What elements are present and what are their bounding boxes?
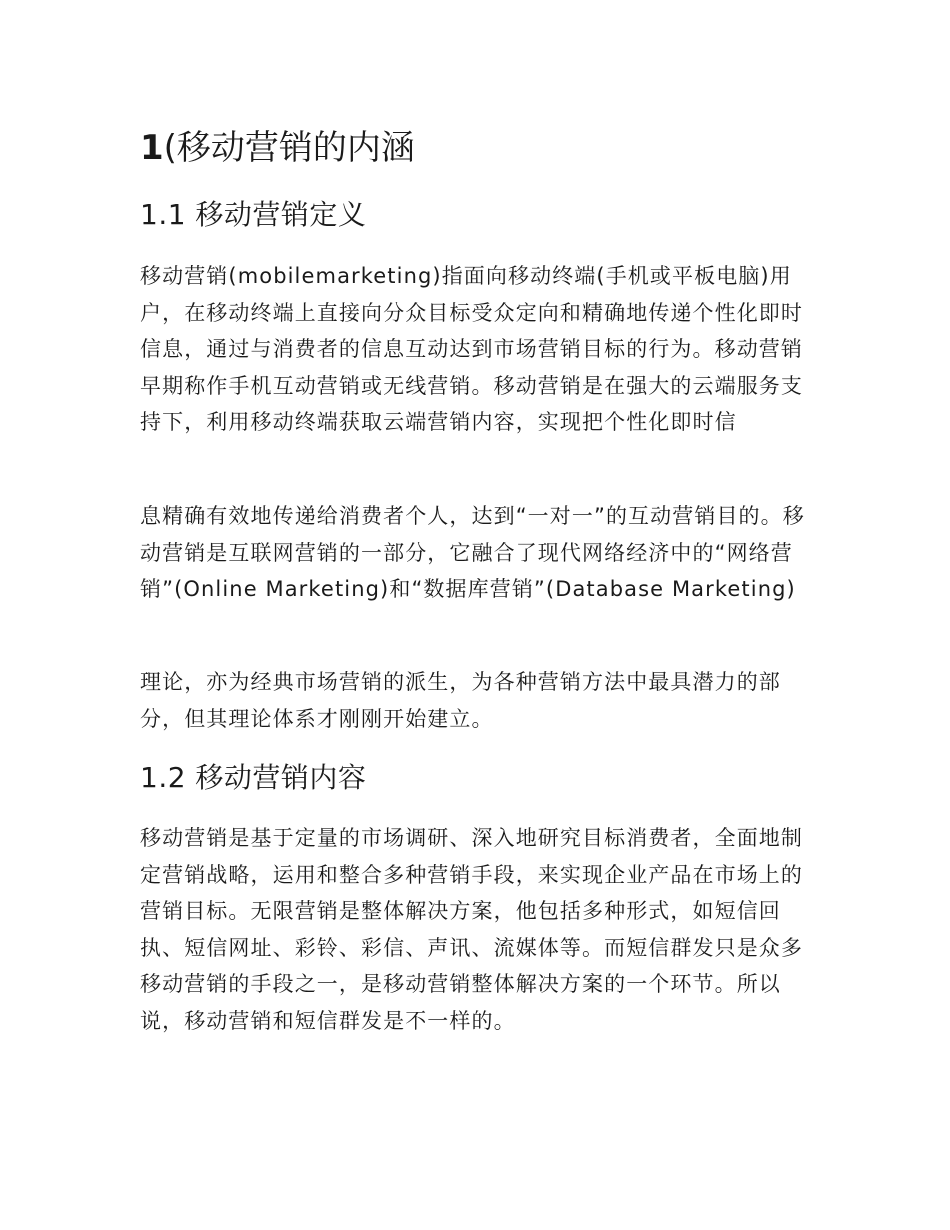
paragraph-1-1-c: 理论，亦为经典市场营销的派生，为各种营销方法中最具潜力的部分，但其理论体系才刚刚开始建立。	[140, 670, 781, 731]
title-number: 1	[140, 128, 164, 168]
paragraph-1-2-a: 移动营销是基于定量的市场调研、深入地研究目标消费者，全面地制定营销战略，运用和整合多种营销手段，来实现企业产品在市场上的营销目标。无限营销是整体解决方案，他包括多种形式，如短信回执、短信网址、彩铃、彩信、声讯、流媒体等。而短信群发只是众多移动营销的手段之一，是移动营销整体解决方案的一个环节。所以说，移动营销和短信群发是不一样的。	[140, 826, 803, 1033]
section-heading-1-1: 1.1 移动营销定义	[140, 198, 367, 231]
paragraph-1-1-a: 移动营销(mobilemarketing)指面向移动终端(手机或平板电脑)用户，在移动终端上直接向分众目标受众定向和精确地传递个性化即时信息，通过与消费者的信息互动达到市场营销目标的行为。移动营销早期称作手机互动营销或无线营销。移动营销是在强大的云端服务支持下，利用移动终端获取云端营销内容，实现把个性化即时信	[140, 264, 803, 435]
document-title	[140, 127, 415, 169]
section-heading-1-2: 1.2 移动营销内容	[140, 761, 367, 794]
title-text: (移动营销的内涵	[163, 128, 415, 168]
paragraph-1-1-b: 息精确有效地传递给消费者个人，达到“一对一”的互动营销目的。移动营销是互联网营销的一部分，它融合了现代网络经济中的“网络营销”(Online Marketing)和“数据库营销”(Database Marketing)	[140, 504, 805, 602]
